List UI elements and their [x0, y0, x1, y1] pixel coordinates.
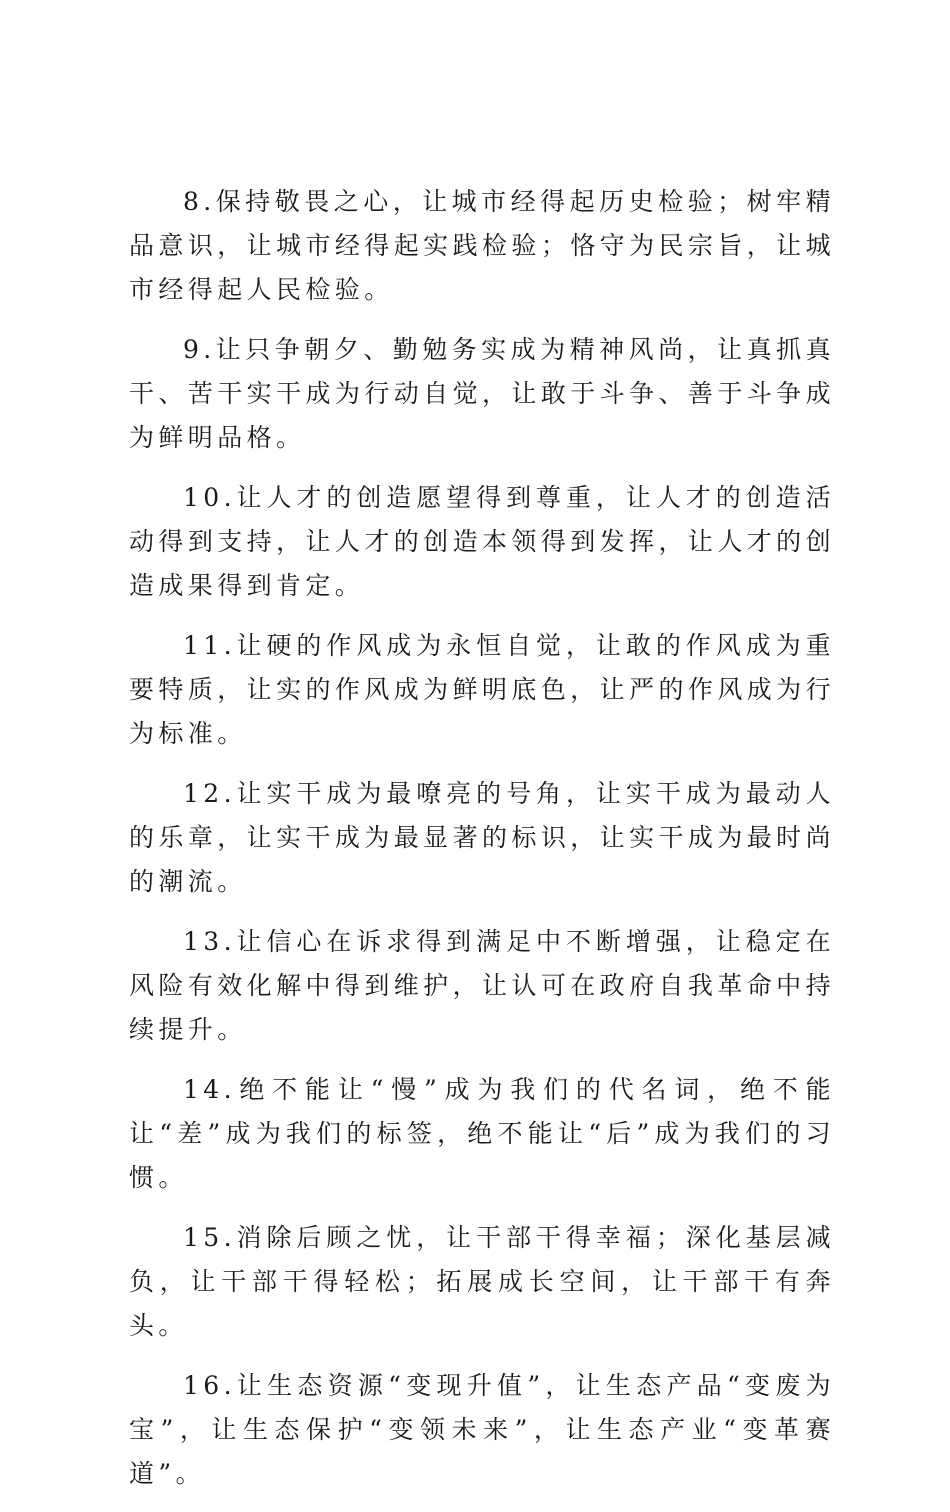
paragraph-13: 13.让信心在诉求得到满足中不断增强，让稳定在风险有效化解中得到维护，让认可在政府自我革命中持续提升。 — [129, 927, 835, 1044]
paragraph-14: 14.绝不能让“慢”成为我们的代名词，绝不能让“差”成为我们的标签，绝不能让“后”成为我们的习惯。 — [129, 1075, 835, 1192]
paragraph-15: 15.消除后顾之忧，让干部干得幸福；深化基层减负，让干部干得轻松；拓展成长空间，让干部干有奔头。 — [129, 1223, 835, 1340]
paragraph-11: 11.让硬的作风成为永恒自觉，让敢的作风成为重要特质，让实的作风成为鲜明底色，让严的作风成为行为标准。 — [129, 631, 835, 748]
paragraph-16: 16.让生态资源“变现升值”，让生态产品“变废为宝”，让生态保护“变领未来”，让生态产业“变革赛道”。 — [129, 1371, 835, 1488]
paragraph-10: 10.让人才的创造愿望得到尊重，让人才的创造活动得到支持，让人才的创造本领得到发挥，让人才的创造成果得到肯定。 — [129, 483, 835, 600]
paragraph-12: 12.让实干成为最嘹亮的号角，让实干成为最动人的乐章，让实干成为最显著的标识，让实干成为最时尚的潮流。 — [129, 779, 835, 896]
document-page — [129, 180, 835, 1512]
paragraph-8: 8.保持敬畏之心，让城市经得起历史检验；树牢精品意识，让城市经得起实践检验；恪守为民宗旨，让城市经得起人民检验。 — [129, 187, 835, 304]
paragraph-9: 9.让只争朝夕、勤勉务实成为精神风尚，让真抓真干、苦干实干成为行动自觉，让敢于斗争、善于斗争成为鲜明品格。 — [129, 335, 835, 452]
